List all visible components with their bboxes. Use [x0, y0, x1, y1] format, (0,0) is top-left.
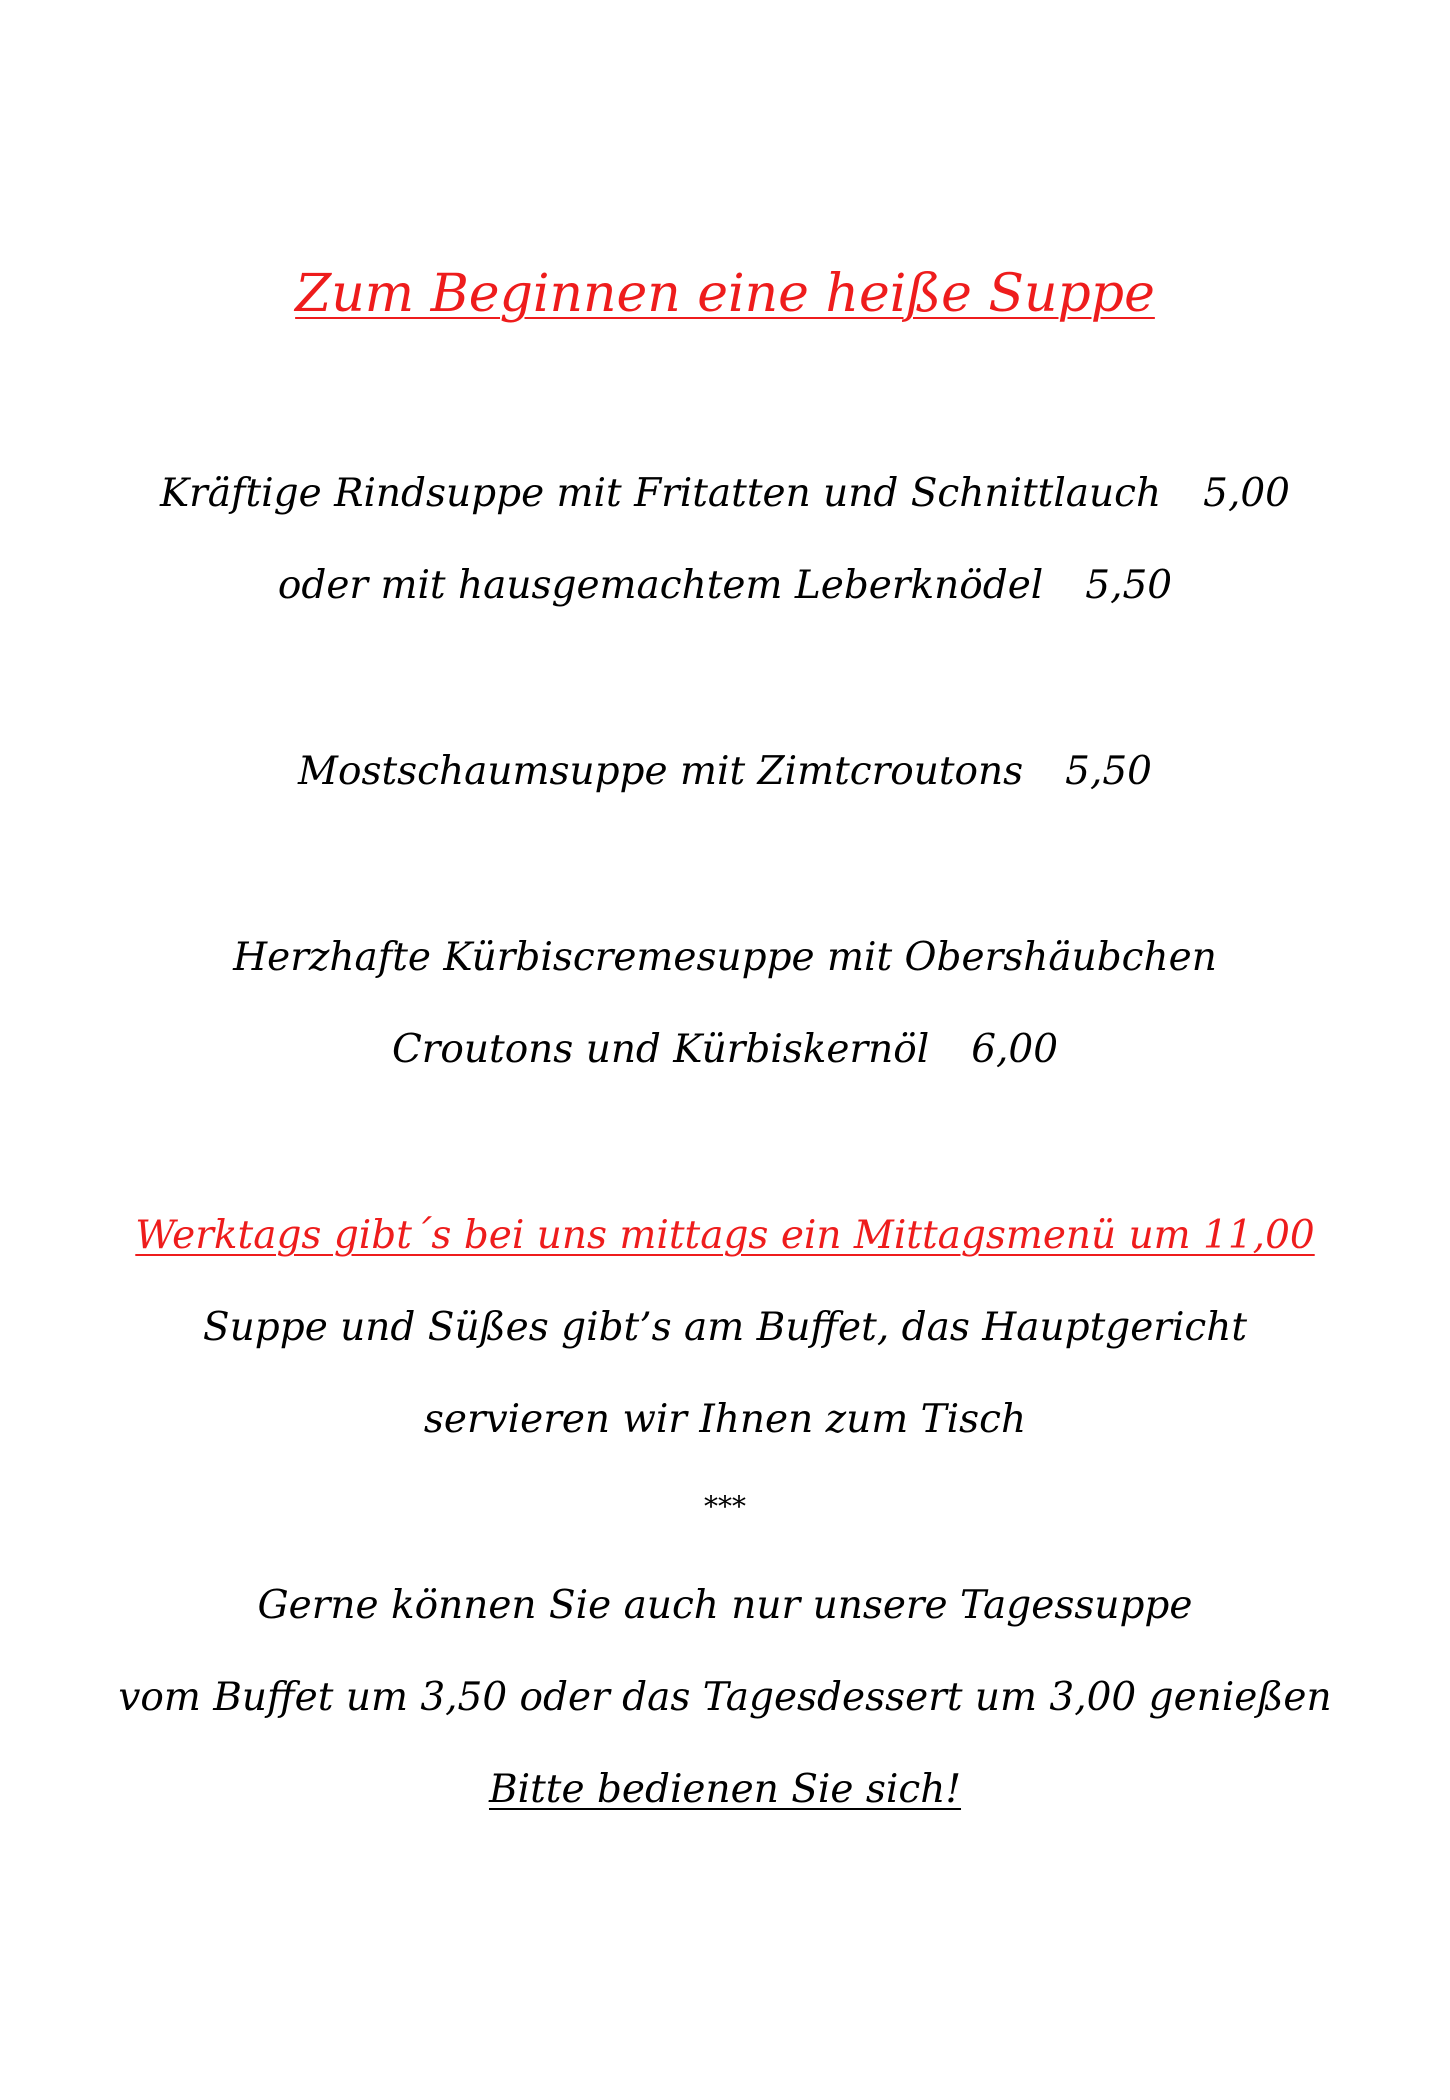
menu-item-price: 5,50 [1065, 749, 1152, 794]
menu-item-price: 5,00 [1203, 471, 1290, 516]
menu-item-name: Kräftige Rindsuppe mit Fritatten und Schnittlauch [160, 471, 1162, 516]
lunch-menu-text-2: servieren wir Ihnen zum Tisch [423, 1397, 1027, 1442]
separator-stars: *** [704, 1490, 746, 1523]
lunch-menu-text-1: Suppe und Süßes gibt’s am Buffet, das Hauptgericht [202, 1305, 1248, 1350]
menu-item-price: 5,50 [1085, 563, 1173, 608]
lunch-menu-text-3: Gerne können Sie auch nur unsere Tagessuppe [257, 1583, 1193, 1628]
closing-note: Bitte bedienen Sie sich! [488, 1767, 962, 1812]
menu-item-mostschaumsuppe [0, 748, 1450, 796]
menu-item-price: 6,00 [971, 1027, 1059, 1072]
menu-item-leberknoedel [0, 562, 1450, 610]
menu-item-name: Croutons und Kürbiskernöl [391, 1027, 930, 1072]
menu-item-kuerbiscremesuppe [0, 934, 1450, 982]
lunch-menu-headline: Werktags gibt´s bei uns mittags ein Mittagsmenü um 11,00 [135, 1213, 1315, 1258]
menu-item-kuerbiscremesuppe-detail [0, 1026, 1450, 1074]
menu-item-rindsuppe [0, 470, 1450, 518]
menu-item-name: Herzhafte Kürbiscremesuppe mit Obershäubchen [233, 935, 1217, 980]
page-title: Zum Beginnen eine heiße Suppe [295, 264, 1155, 324]
lunch-menu-text-4: vom Buffet um 3,50 oder das Tagesdessert um 3,00 genießen [118, 1675, 1332, 1720]
menu-item-name: Mostschaumsuppe mit Zimtcroutons [298, 749, 1024, 794]
menu-item-name: oder mit hausgemachtem Leberknödel [277, 563, 1044, 608]
